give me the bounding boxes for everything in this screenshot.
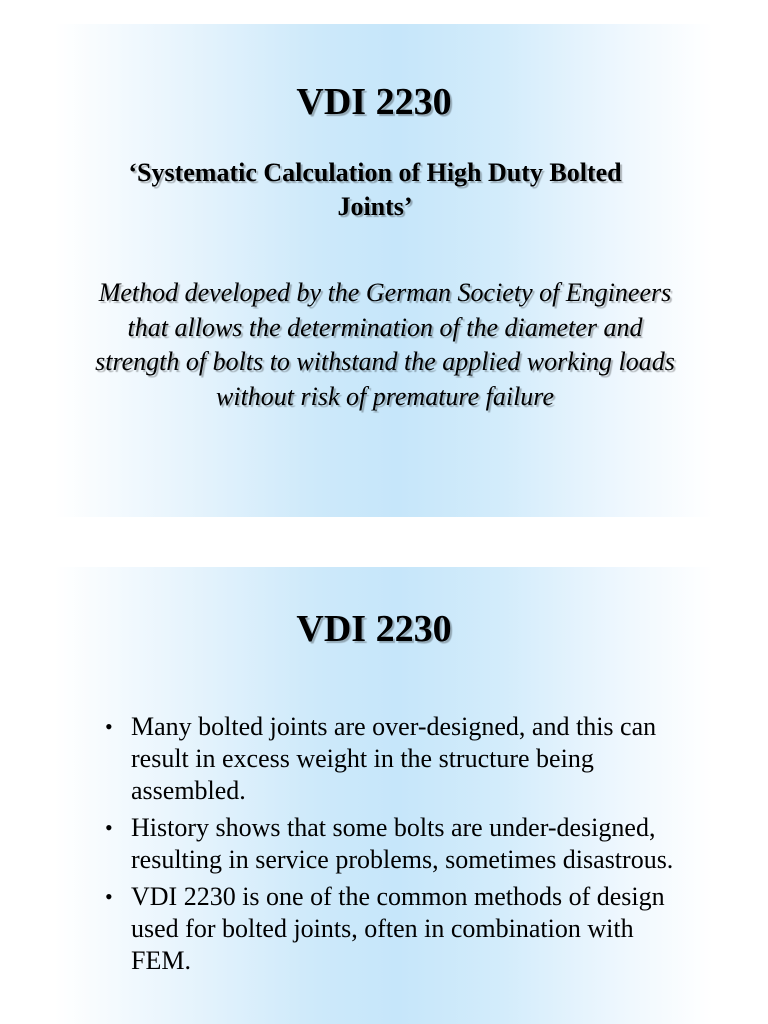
bullet-item-2 <box>105 812 685 876</box>
slide-1-description: Method developed by the German Society of Engineers that allows the determination of the diameter and strength of bolts to withstand the applied working loads without risk of premature failure <box>95 278 675 411</box>
slide-1-title: VDI 2230 <box>296 81 452 123</box>
bullet-list <box>105 711 685 982</box>
slide-1 <box>55 24 713 517</box>
slide-1-subtitle: ‘Systematic Calculation of High Duty Bolted Joints’ <box>128 158 622 221</box>
bullet-point-icon: • <box>105 714 113 739</box>
slide-2-title: VDI 2230 <box>296 608 452 650</box>
bullet-item-1 <box>105 711 685 807</box>
bullet-point-icon: • <box>105 815 113 840</box>
bullet-text-2: History shows that some bolts are under-designed, resulting in service problems, sometimes disastrous. <box>131 813 674 874</box>
bullet-item-3 <box>105 881 685 977</box>
bullet-text-3: VDI 2230 is one of the common methods of design used for bolted joints, often in combination with FEM. <box>131 882 665 975</box>
bullet-text-1: Many bolted joints are over-designed, and this can result in excess weight in the structure being assembled. <box>131 712 657 805</box>
bullet-point-icon: • <box>105 884 113 909</box>
slide-2 <box>55 567 713 1024</box>
